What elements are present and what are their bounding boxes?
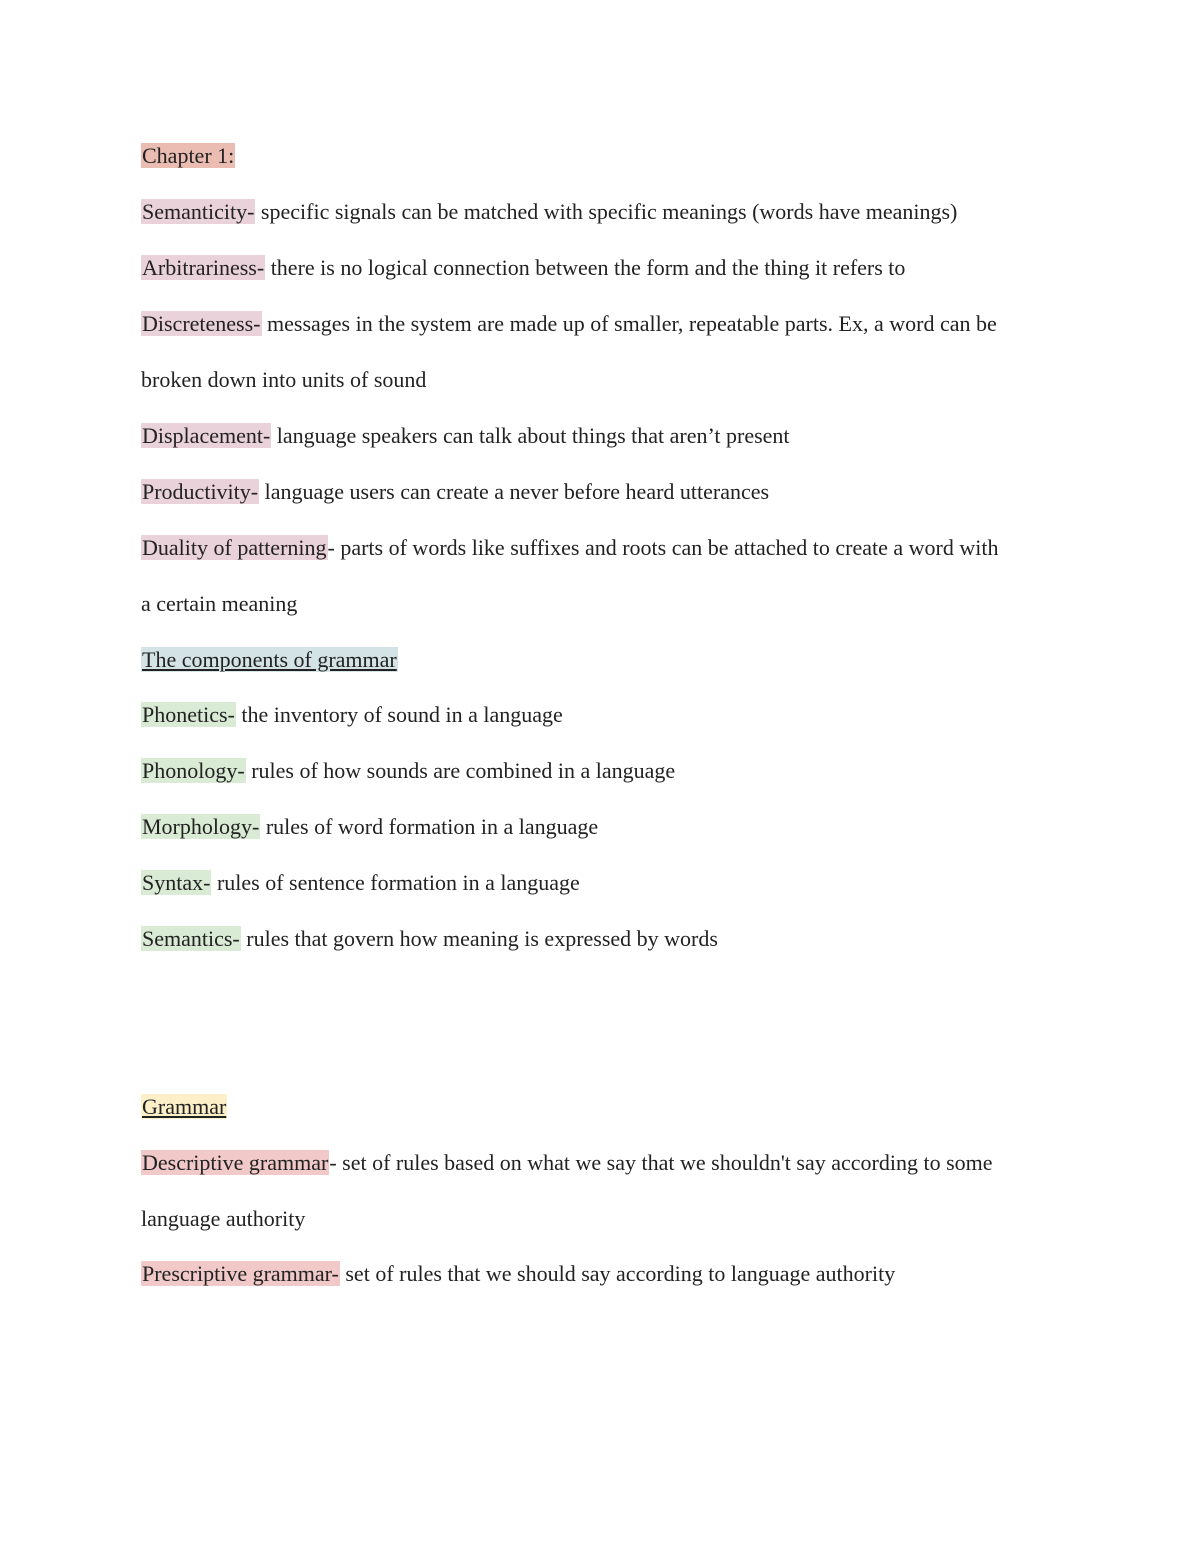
component-definition: rules that govern how meaning is expressed by words [240, 926, 718, 951]
grammar-type-term: Prescriptive grammar- [142, 1261, 339, 1286]
feature-term: Duality of patterning [142, 535, 327, 560]
feature-term: Displacement- [142, 423, 271, 448]
feature-term: Discreteness- [142, 311, 261, 336]
chapter-heading [141, 141, 235, 171]
feature-duality-continued [141, 589, 297, 619]
grammar-prescriptive [141, 1259, 895, 1289]
feature-definition: - parts of words like suffixes and roots can be attached to create a word with [327, 535, 999, 560]
grammar-heading-text: Grammar [142, 1094, 227, 1119]
component-semantics [141, 924, 718, 954]
feature-duality-of-patterning [141, 533, 999, 563]
feature-displacement [141, 421, 790, 451]
grammar-type-definition: set of rules that we should say according to language authority [339, 1261, 896, 1286]
grammar-type-term: Descriptive grammar [142, 1150, 329, 1175]
grammar-type-definition: - set of rules based on what we say that we shouldn't say according to some [329, 1150, 993, 1175]
grammar-descriptive [141, 1148, 993, 1178]
feature-semanticity [141, 197, 957, 227]
component-definition: rules of sentence formation in a language [211, 870, 580, 895]
feature-definition-continued: broken down into units of sound [141, 367, 427, 392]
grammar-descriptive-continued [141, 1204, 305, 1234]
feature-term: Productivity- [142, 479, 259, 504]
component-syntax [141, 868, 580, 898]
grammar-heading [141, 1092, 227, 1122]
components-heading-text: The components of grammar [142, 647, 397, 672]
feature-term: Arbitrariness- [142, 255, 265, 280]
component-definition: rules of how sounds are combined in a language [245, 758, 676, 783]
component-morphology [141, 812, 598, 842]
chapter-label: Chapter 1: [142, 143, 235, 168]
component-term: Morphology- [142, 814, 260, 839]
component-phonetics [141, 700, 563, 730]
component-term: Phonology- [142, 758, 245, 783]
component-phonology [141, 756, 675, 786]
components-heading [141, 645, 398, 675]
feature-productivity [141, 477, 769, 507]
feature-discreteness-continued [141, 365, 426, 395]
feature-term: Semanticity- [142, 199, 255, 224]
component-term: Semantics- [142, 926, 240, 951]
feature-arbitrariness [141, 253, 905, 283]
component-term: Phonetics- [142, 702, 235, 727]
grammar-type-definition-continued: language authority [141, 1206, 306, 1231]
component-term: Syntax- [142, 870, 211, 895]
component-definition: the inventory of sound in a language [235, 702, 563, 727]
feature-definition-continued: a certain meaning [141, 591, 298, 616]
feature-definition: specific signals can be matched with specific meanings (words have meanings) [255, 199, 958, 224]
feature-discreteness [141, 309, 997, 339]
feature-definition: messages in the system are made up of smaller, repeatable parts. Ex, a word can be [261, 311, 997, 336]
feature-definition: language speakers can talk about things that aren’t present [271, 423, 790, 448]
feature-definition: language users can create a never before heard utterances [259, 479, 770, 504]
feature-definition: there is no logical connection between the form and the thing it refers to [265, 255, 906, 280]
component-definition: rules of word formation in a language [260, 814, 599, 839]
